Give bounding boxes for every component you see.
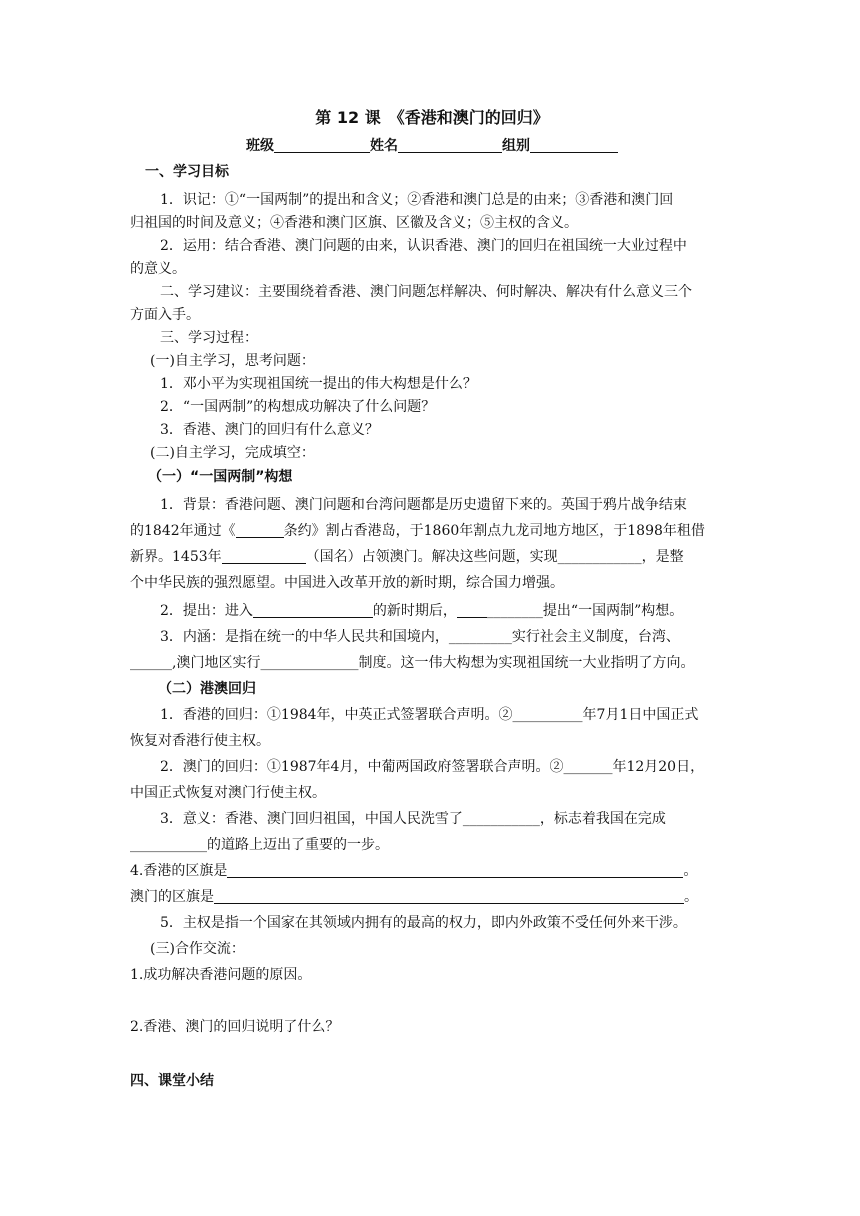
hk-return-line1: 1．香港的回归：①1984年，中英正式签署联合声明。②__________年7月1日中国正式 [160, 707, 699, 723]
macau-flag-label: 澳门的区旗是 [130, 889, 214, 905]
goal2-line1: 2．运用：结合香港、澳门问题的由来，认识香港、澳门的回归在祖国统一大业过程中 [160, 238, 687, 254]
significance-line2: ___________的道路上迈出了重要的一步。 [130, 837, 389, 853]
self2-heading: (二)自主学习，完成填空： [150, 445, 315, 461]
sovereignty-line: 5．主权是指一个国家在其领域内拥有的最高的权力，即内外政策不受任何外来干涉。 [160, 915, 687, 931]
class-label: 班级 [246, 138, 274, 154]
hk-return-line2: 恢复对香港行使主权。 [130, 733, 270, 749]
group-blank[interactable] [530, 136, 618, 153]
background-line2 [130, 520, 734, 542]
treaty-blank[interactable] [236, 521, 284, 538]
period-mark: 。 [684, 889, 698, 905]
country-blank[interactable] [222, 547, 306, 564]
proposal-line [160, 600, 764, 622]
self1-heading: (一)自主学习，思考问题： [150, 353, 315, 369]
background-text: 新界。1453年 [130, 549, 222, 565]
advice-line2: 方面入手。 [130, 307, 200, 323]
part2-heading: （二）港澳回归 [158, 681, 256, 697]
part1-heading: （一）“一国两制”构想 [148, 469, 293, 485]
macau-flag-blank[interactable] [214, 887, 684, 904]
cooperation-question-2: 2.香港、澳门的回归说明了什么？ [130, 1019, 340, 1035]
cooperation-question-1: 1.成功解决香港问题的原因。 [130, 967, 312, 983]
proposal-text: 2．提出：进入 [160, 603, 253, 619]
goal2-line2: 的意义。 [130, 261, 186, 277]
hk-flag-blank[interactable] [227, 861, 683, 878]
group-label: 组别 [502, 138, 530, 154]
meaning-line1: 3．内涵：是指在统一的中华人民共和国境内，_________实行社会主义制度，台湾、 [160, 629, 680, 645]
background-text: 的1842年通过《 [130, 523, 236, 539]
meaning-line2: ______,澳门地区实行______________制度。这一伟大构想为实现祖国统一大业指明了方向。 [130, 655, 695, 671]
summary-heading: 四、课堂小结 [130, 1073, 214, 1089]
name-blank[interactable] [398, 136, 502, 153]
macau-return-line2: 中国正式恢复对澳门行使主权。 [130, 785, 326, 801]
macau-flag-line [130, 886, 734, 908]
background-line1: 1．背景：香港问题、澳门问题和台湾问题都是历史遗留下来的。英国于鸦片战争结束 [160, 497, 687, 513]
background-text: （国名）占领澳门。解决这些问题，实现____________，是整 [305, 549, 684, 565]
background-line3 [130, 546, 734, 568]
proposal-text: ________提出“一国两制”构想。 [486, 603, 684, 619]
class-blank[interactable] [274, 136, 370, 153]
advice-line1: 二、学习建议：主要围绕着香港、澳门问题怎样解决、何时解决、解决有什么意义三个 [160, 284, 692, 300]
macau-return-line1: 2．澳门的回归：①1987年4月，中葡两国政府签署联合声明。②_______年12月20日， [160, 759, 705, 775]
hk-flag-label: 4.香港的区旗是 [130, 863, 228, 879]
question-3: 3．香港、澳门的回归有什么意义？ [160, 422, 379, 438]
background-line4: 个中华民族的强烈愿望。中国进入改革开放的新时期，综合国力增强。 [130, 575, 564, 591]
question-1: 1．邓小平为实现祖国统一提出的伟大构想是什么？ [160, 376, 477, 392]
proposal-text: 的新时期后， [372, 603, 457, 619]
cooperation-heading: (三)合作交流： [150, 941, 245, 957]
goal1-line1: 1．识记：①“一国两制”的提出和含义；②香港和澳门总是的由来；③香港和澳门回 [160, 192, 674, 208]
question-2: 2．“一国两制”的构想成功解决了什么问题？ [160, 399, 436, 415]
goals-heading: 一、学习目标 [145, 164, 229, 180]
name-label: 姓名 [370, 138, 398, 154]
goal1-line2: 归祖国的时间及意义；④香港和澳门区旗、区徽及含义；⑤主权的含义。 [130, 215, 578, 231]
period-mark: 。 [683, 863, 698, 879]
significance-line1: 3．意义：香港、澳门回归祖国，中国人民洗雪了___________，标志着我国在完成 [160, 811, 666, 827]
hk-flag-line [130, 860, 734, 882]
lesson-title: 第 12 课 《香港和澳门的回归》 [315, 108, 549, 127]
proposer-blank[interactable] [457, 601, 487, 618]
background-text: 条约》割占香港岛，于1860年割点九龙司地方地区，于1898年租借 [283, 523, 705, 539]
period-blank[interactable] [253, 601, 373, 618]
student-info-row [130, 135, 734, 157]
process-heading: 三、学习过程： [160, 330, 258, 346]
